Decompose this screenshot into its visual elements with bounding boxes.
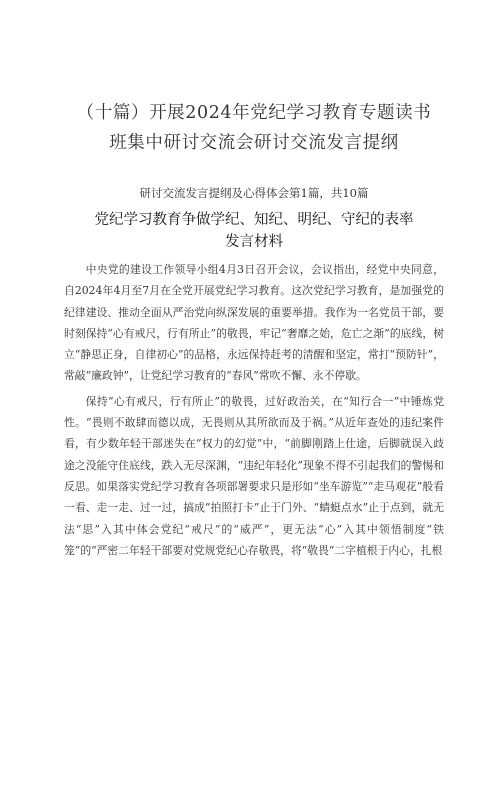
document-body (64, 259, 444, 561)
document-subtitle: 研讨交流发言提纲及心得体会第1篇，共10篇 (139, 186, 369, 200)
body-paragraph-2: 保持“心有戒尺，行有所止”的敬畏，过好政治关，在“知行合一”中锤炼党性。“畏则不敢肆而德以成，无畏则从其所欲而及于祸。”从近年查处的违纪案件看，有少数年轻干部迷失在“权力的幻觉”中，“前脚刚踏上仕途，后脚就误入歧途之没能守住底线，跌入无尽深渊，“违纪年轻化”现象不得不引起我们的警惕和反思。如果落实党纪学习教育各项部署要求只是形如“坐车游览”“走马观花”般看一看、走一走、过一过，搞成“拍照打卡”止于门外、“蜻蜓点水”止于点到，就无法“思”入其中体会党纪“戒尺”的“威严”，更无法“心”入其中领悟制度“铁笼”的“严密二年轻干部要对党规党纪心存敬畏，将“敬畏”二字植根于内心，扎根 (64, 394, 444, 557)
document-title-line-1: （十篇）开展2024年党纪学习教育专题读书 (76, 103, 432, 123)
document-title-line-2: 班集中研讨交流会研讨交流发言提纲 (109, 133, 399, 153)
document-page (0, 98, 500, 805)
section-heading (64, 210, 444, 253)
document-title (64, 98, 444, 158)
body-paragraph-1: 中央党的建设工作领导小组4月3日召开会议，会议指出，经党中央同意，自2024年4月至7月在全党开展党纪学习教育。这次党纪学习教育，是加强党的纪律建设、推动全面从严治党向纵深发展的重要举措。我作为一名党员干部，要时刻保持“心有戒尺，行有所止”的敬畏，牢记“奢靡之始，危亡之渐”的底线，树立“静思正身，自律初心”的品格，永远保持赶考的清醒和坚定，常打“预防针”，常敲“廉政钟”，让党纪学习教育的“春风”常吹不懈、永不停歇。 (64, 263, 444, 383)
section-heading-line-2: 发言材料 (225, 233, 283, 250)
section-heading-line-1: 党纪学习教育争做学纪、知纪、明纪、守纪的表率 (94, 212, 414, 228)
